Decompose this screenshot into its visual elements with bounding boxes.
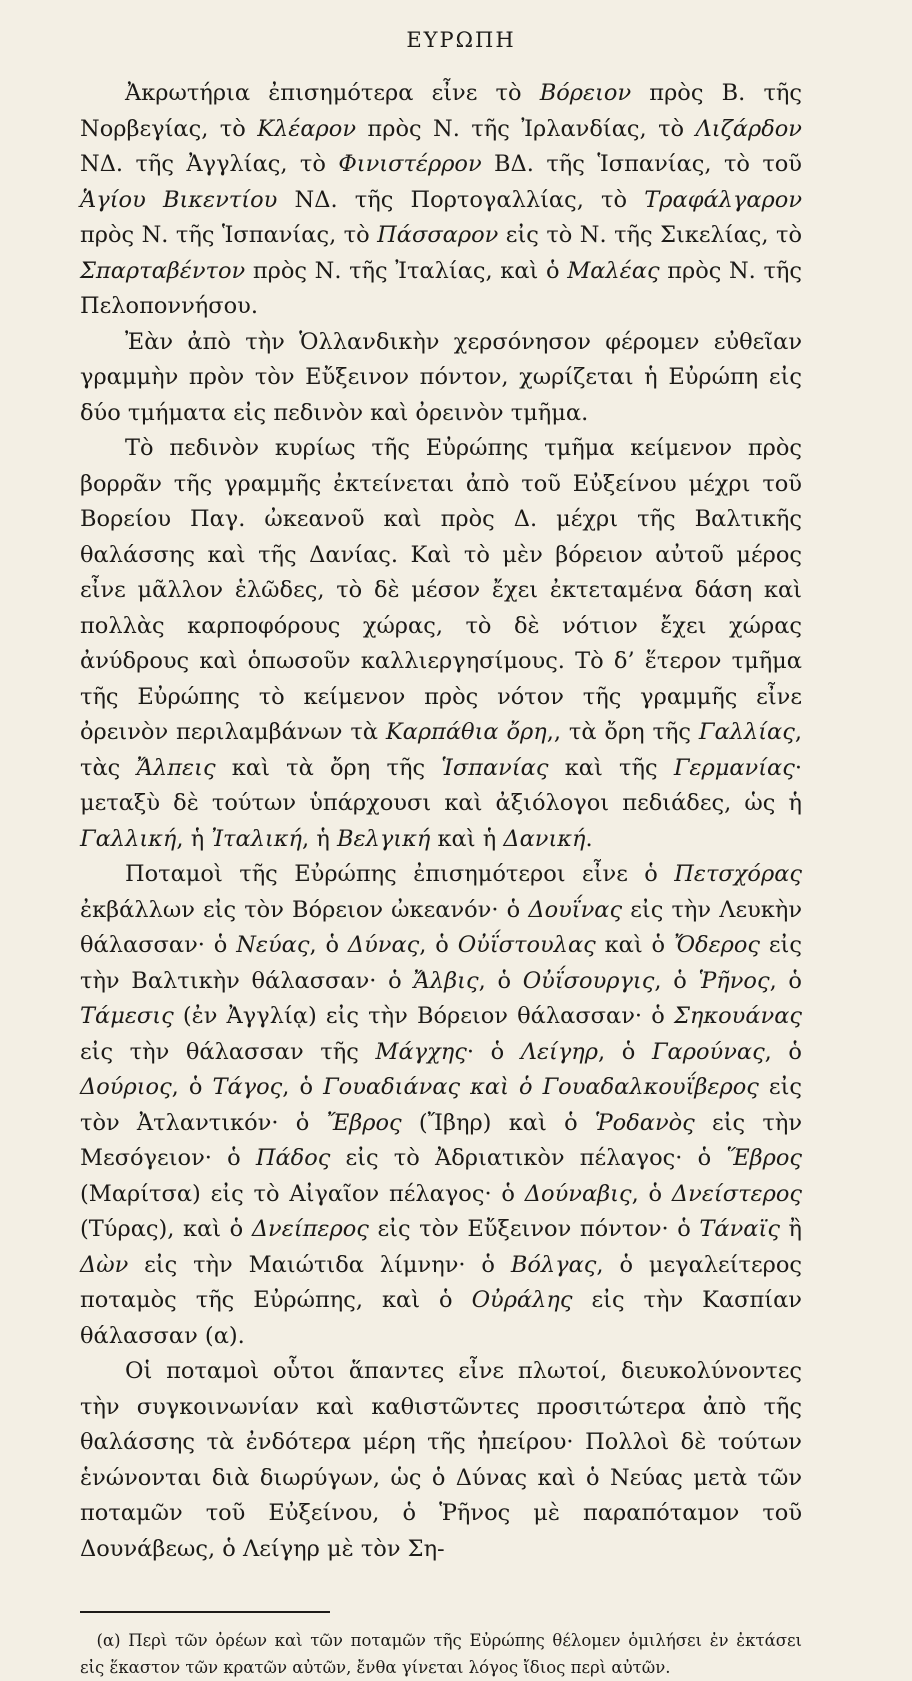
text-run: , ὁ — [419, 932, 458, 958]
text-run: , ὁ — [171, 1074, 213, 1100]
body-text — [80, 76, 802, 1567]
text-run: Ἐὰν ἀπὸ τὴν Ὁλλανδικὴν χερσόνησον φέρομεν εὐθεῖαν γραμμὴν πρὸν τὸν Εὔξεινον πόντον, χωρίζεται ἡ Εὐρώπη εἰς δύο τμήματα εἰς πεδινὸν καὶ ὀρεινὸν τμῆμα. — [80, 328, 802, 426]
italic-term: Οὐΐσουργις — [522, 967, 655, 994]
italic-term: Ῥοδανὸς — [594, 1109, 695, 1136]
text-run: εἰς τὴν Κασπίαν θάλασσαν (α). — [80, 1287, 802, 1349]
text-run: καὶ ὁ — [595, 932, 674, 958]
italic-term: Τάναϊς — [699, 1216, 780, 1242]
footnote: (α) Περὶ τῶν ὀρέων καὶ τῶν ποταμῶν τῆς Εὐρώπης θέλομεν ὁμιλήσει ἐν ἐκτάσει εἰς ἕκαστον τῶν κρατῶν αὐτῶν, ἔνθα γίνεται λόγος ἴδιος περὶ αὐτῶν. — [80, 1631, 802, 1677]
italic-term: Βόρειον — [539, 80, 632, 106]
text-run: ,, τὰ ὄρη τῆς — [546, 719, 699, 745]
italic-term: Δύνας — [347, 932, 420, 958]
paragraph — [80, 325, 802, 432]
text-run: , ὁ — [282, 1074, 324, 1100]
text-run: Τὸ πεδινὸν κυρίως τῆς Εὐρώπης τμῆμα κείμενον πρὸς βορρᾶν τῆς γραμμῆς ἐκτείνεται ἀπὸ τοῦ Εὐξείνου μέχρι τοῦ Βορείου Παγ. ὠκεανοῦ καὶ πρὸς Δ. μέχρι τῆς Βαλτικῆς θαλάσσης καὶ τῆς Δανίας. Καὶ τὸ μὲν βόρειον αὐτοῦ μέρος εἶνε μᾶλλον ἑλῶδες, τὸ δὲ μέσον ἔχει ἐκτεταμένα δάση καὶ πολλὰς καρποφόρους χώρας, τὸ δὲ νότιον ἔχει χώρας ἀνύδρους καὶ ὁπωσοῦν καλλιεργησίμους. Τὸ δ’ ἕτερον τμῆμα τῆς Εὐρώπης τὸ κείμενον πρὸς νότον τῆς γραμμῆς εἶνε ὀρεινὸν περιλαμβάνων τὰ — [80, 435, 802, 745]
text-run: , ὁ — [769, 967, 802, 994]
italic-term: Ἱσπανίας — [441, 754, 549, 781]
text-run: πρὸς Ν. τῆς Ἰρλανδίας, τὸ — [356, 115, 696, 142]
italic-term: Ἔβρος — [326, 1109, 402, 1136]
italic-term: Δανική — [503, 825, 586, 852]
italic-term: Γερμανίας — [673, 754, 795, 781]
text-run: καὶ ἡ — [430, 825, 504, 852]
text-run: , τὰς — [80, 719, 802, 781]
text-run: (Μαρίτσα) εἰς τὸ Αἰγαῖον πέλαγος· ὁ — [80, 1180, 525, 1207]
italic-term: Γαρούνας — [651, 1038, 765, 1065]
text-run: ΒΔ. τῆς Ἱσπανίας, τὸ τοῦ — [481, 151, 802, 177]
text-run: πρὸς Ν. τῆς Πελοποννήσου. — [80, 257, 802, 319]
text-run: καὶ τῆς — [548, 754, 674, 781]
paragraph — [80, 431, 802, 857]
text-run: ἐκβάλλων εἰς τὸν Βόρειον ὠκεανόν· ὁ — [80, 896, 529, 923]
italic-term: Γαλλίας — [698, 719, 795, 745]
text-run: ἢ — [779, 1216, 802, 1242]
text-run: εἰς τὴν Μεσόγειον· ὁ — [80, 1109, 802, 1171]
paragraph — [80, 857, 802, 1354]
italic-term: Σηκουάνας — [673, 1003, 802, 1029]
italic-term: Ἰταλική — [211, 825, 303, 852]
italic-term: Δούναβις — [524, 1180, 632, 1207]
italic-term: Ἄλπεις — [136, 754, 216, 781]
text-run: εἰς τὴν Βαλτικὴν θάλασσαν· ὁ — [80, 932, 802, 994]
text-run: · μεταξὺ δὲ τούτων ὑπάρχουσι καὶ ἀξιόλογοι πεδιάδες, ὡς ἡ — [80, 754, 802, 816]
italic-term: Δούριος — [80, 1074, 172, 1100]
text-run: καὶ τὰ ὄρη τῆς — [215, 754, 442, 781]
text-run: πρὸς Ν. τῆς Ἰταλίας, καὶ ὁ — [245, 257, 568, 284]
text-run: πρὸς Β. τῆς Νορβεγίας, τὸ — [80, 80, 802, 142]
italic-term: Σπαρταβέντον — [80, 257, 246, 284]
italic-term: Λείγηρ — [520, 1038, 599, 1065]
text-run: , ὁ — [309, 932, 348, 958]
text-run: (ἐν Ἀγγλίᾳ) εἰς τὴν Βόρειον θάλασσαν· ὁ — [173, 1003, 674, 1029]
italic-term: Βόλγας — [510, 1251, 597, 1278]
text-run: εἰς τὴν Λευκὴν θάλασσαν· ὁ — [80, 896, 803, 958]
italic-term: Οὐΐστουλας — [457, 932, 596, 958]
running-head: ΕΥΡΩΠΗ — [406, 28, 516, 52]
italic-term: Ῥῆνος — [698, 967, 770, 994]
italic-term: Πάδος — [255, 1145, 331, 1171]
italic-term: Κλέαρον — [257, 115, 356, 142]
italic-term: Πάσσαρον — [377, 222, 499, 248]
italic-term: Τάγος — [212, 1074, 283, 1100]
italic-term: Φινιστέρρον — [338, 151, 482, 177]
text-run: Οἱ ποταμοὶ οὗτοι ἅπαντες εἶνε πλωτοί, διευκολύνοντες τὴν συγκοινωνίαν καὶ καθιστῶντες προσιτώτερα ἀπὸ τῆς θαλάσσης τὰ ἐνδότερα μέρη τῆς ἠπείρου· Πολλοὶ δὲ τούτων ἑνώνονται διὰ διωρύγων, ὡς ὁ Δύνας καὶ ὁ Νεύας μετὰ τῶν ποταμῶν τοῦ Εὐξείνου, ὁ Ῥῆνος μὲ παραπόταμον τοῦ Δουνάβεως, ὁ Λείγηρ μὲ τὸν Ση- — [80, 1358, 802, 1562]
italic-term: Λιζάρδον — [695, 115, 802, 142]
italic-term: Πετσχόρας — [674, 861, 802, 887]
text-run: εἰς τὴν Μαιώτιδα λίμνην· ὁ — [128, 1251, 511, 1278]
italic-term: Δνείπερος — [251, 1216, 369, 1242]
italic-term: Ἄλβις — [413, 967, 479, 994]
text-run: , ὁ — [478, 967, 523, 994]
text-run: . — [585, 825, 593, 852]
text-run: , ὁ — [598, 1038, 652, 1065]
text-run: , ἡ — [302, 825, 337, 852]
text-run: , ὁ — [764, 1038, 802, 1065]
text-run: εἰς τὴν θάλασσαν τῆς — [80, 1038, 376, 1065]
text-run: ΝΔ. τῆς Ἀγγλίας, τὸ — [80, 151, 339, 177]
text-run: · ὁ — [466, 1038, 521, 1065]
text-run: εἰς τὸν Εὔξεινον πόντον· ὁ — [368, 1216, 700, 1242]
text-run: , ὁ μεγαλείτερος ποταμὸς τῆς Εὐρώπης, καὶ ὁ — [80, 1251, 802, 1313]
italic-term: Νεύας — [236, 932, 310, 958]
italic-term: Ἕβρος — [726, 1145, 802, 1171]
text-run: εἰς τὸ Ἀδριατικὸν πέλαγος· ὁ — [330, 1145, 727, 1171]
footnote-rule — [80, 1611, 330, 1613]
text-run: Ποταμοὶ τῆς Εὐρώπης ἐπισημότεροι εἶνε ὁ — [125, 861, 675, 887]
italic-term: Οὐράλης — [471, 1287, 573, 1313]
text-run: εἰς τὸ Ν. τῆς Σικελίας, τὸ — [498, 222, 802, 248]
text-run: ΝΔ. τῆς Πορτογαλλίας, τὸ — [277, 186, 645, 213]
italic-term: Γαλλική — [80, 825, 177, 852]
text-run: , ὁ — [631, 1180, 672, 1207]
text-run: Ἀκρωτήρια ἐπισημότερα εἶνε τὸ — [125, 80, 540, 106]
italic-term: Γουαδιάνας καὶ ὁ Γουαδαλκουΐβερος — [323, 1074, 759, 1100]
italic-term: Ὄδερος — [673, 932, 761, 958]
italic-term: Δὼν — [80, 1251, 129, 1278]
italic-term: Μαλέας — [567, 257, 660, 284]
text-run: πρὸς Ν. τῆς Ἱσπανίας, τὸ — [80, 222, 378, 248]
paragraph — [80, 1354, 802, 1567]
italic-term: Τάμεσις — [80, 1003, 174, 1029]
text-run: , ἡ — [176, 825, 212, 852]
italic-term: Δουΐνας — [528, 896, 623, 923]
paragraph — [80, 76, 802, 325]
italic-term: Βελγική — [336, 825, 431, 852]
italic-term: Δνείστερος — [671, 1180, 802, 1207]
text-run: εἰς τὸν Ἀτλαντικόν· ὁ — [80, 1074, 802, 1136]
text-run: , ὁ — [654, 967, 699, 994]
italic-term: Μάγχης — [375, 1038, 467, 1065]
italic-term: Καρπάθια ὄρη — [385, 719, 547, 745]
text-run: (Ἴβηρ) καὶ ὁ — [401, 1109, 595, 1136]
italic-term: Τραφάλγαρον — [644, 186, 802, 213]
text-run: (Τύρας), καὶ ὁ — [80, 1216, 252, 1242]
italic-term: Ἁγίου Βικεντίου — [80, 186, 278, 213]
